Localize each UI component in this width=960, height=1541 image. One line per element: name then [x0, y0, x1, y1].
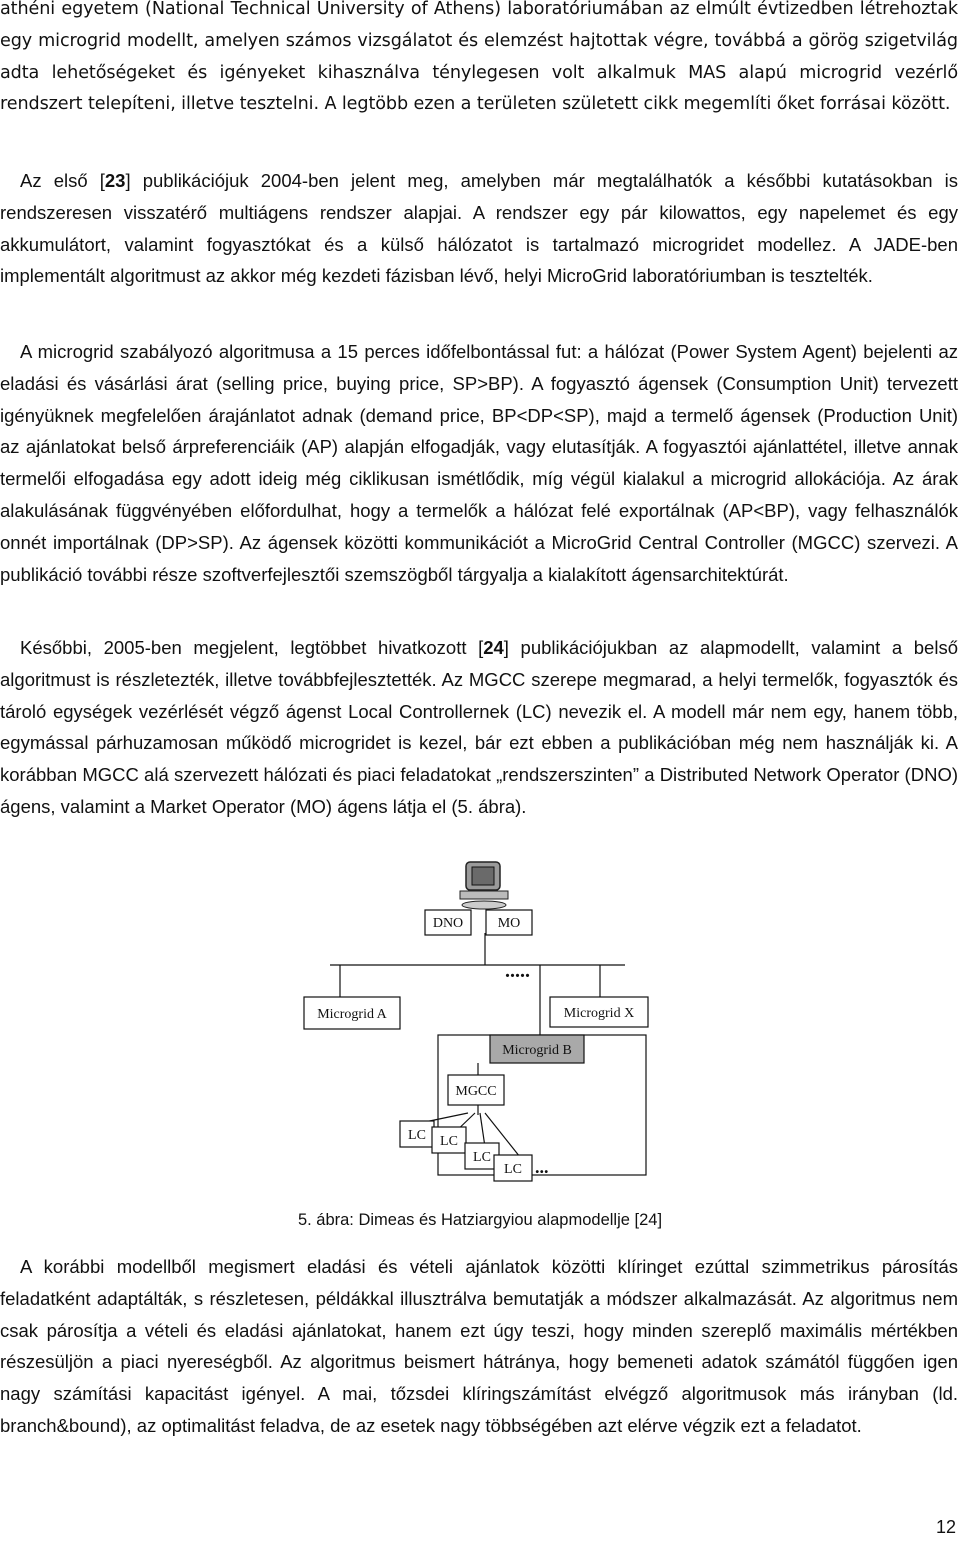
paragraph-clearing-text: A korábbi modellből megismert eladási és vételi ajánlatok közötti klíringet ezúttal szimmetrikus párosítás feladatként adaptálták, s részletesen, példákkal illusztrálva bemutatják a módszer alkalmazását. Az algoritmus nem csak párosítja a vételi és eladási ajánlatokat, hanem ezt úgy teszi, hogy minden szereplő maximális mértékben részesüljön a piaci nyereségből. Az algoritmus beismert hátránya, hogy bemeneti adatok számától függően igen nagy számítási kapacitást igényel. A mai, tőzsdei klíringszámítást elvégző algoritmusok más irányban (ld. branch&bound), az optimalitást feladva, de az esetek nagy többségében azt elérve végzik ezt a feladatot. — [0, 1256, 958, 1436]
computer-icon — [460, 862, 508, 909]
text-segment: ] publikációjuk 2004-ben jelent meg, amelyben már megtalálhatók a későbbi kutatásokban is rendszeresen visszatérő multiágens rendszer alapjai. A rendszer egy pár kilowattos, egy napelemet és egy akkumulátort, valamint fogyasztókat és a külső hálózatot is tartalmazó microgridet modellez. A JADE-ben implementált algoritmust az akkor még kezdeti fázisban lévő, helyi MicroGrid laboratóriumban is tesztelték. — [0, 170, 958, 287]
paragraph-algorithm — [0, 336, 958, 590]
lc-label: LC — [473, 1150, 491, 1165]
caption-citation: 24 — [639, 1211, 658, 1229]
mgcc-box — [448, 1075, 504, 1105]
paragraph-intro-text: athéni egyetem (National Technical University of Athens) laboratóriumában az elmúlt évtizedben létrehoztak egy microgrid modellt, amelyen számos vizsgálatot és elemzést hajtottak végre, továbbá a görög szigetvilág adta lehetőségeket és igényeket kihasználva ténylegesen volt alkalmuk MAS alapú microgrid vezérlő rendszert telepíteni, illetve tesztelni. A legtöbb ezen a területen született cikk megemlíti őket forrásai között. — [0, 0, 958, 115]
dno-box — [425, 910, 471, 935]
lc-label: LC — [408, 1128, 426, 1143]
caption-text: 5. ábra: Dimeas és Hatziargyiou alapmodellje [ — [297, 1211, 640, 1229]
figure-caption — [0, 1206, 960, 1234]
microgrid-a-label: Microgrid A — [317, 1007, 387, 1022]
microgrid-x-label: Microgrid X — [563, 1006, 635, 1021]
paragraph-first-publication — [0, 165, 958, 292]
paragraph-algorithm-text: A microgrid szabályozó algoritmusa a 15 perces időfelbontással fut: a hálózat (Power System Agent) bejelenti az eladási és vásárlási árat (selling price, buying price, SP>BP). A fogyasztó ágensek (Consumption Unit) tervezett igényüknek megfelelően árajánlatot adnak (demand price, BP<DP<SP), majd a termelő ágensek (Production Unit) az ajánlatokat belső árpreferenciáik (AP) alapján elfogadják, vagy elutasítják. A fogyasztói ajánlattétel, illetve annak termelői elfogadása egy adott ideig még ciklikusan ismétlődik, míg végül kialakul a microgrid allokációja. Az árak alakulásának függvényében előfordulhat, hogy a termelők a hálózat felé exportálnak (AP<BP), vagy felhasználók onnét importálnak (DP>SP). Az ágensek közötti kommunikációt a MicroGrid Central Controller (MGCC) szervezi. A publikáció további része szoftverfejlesztői szemszögből tárgyalja a kialakított ágensarchitektúrát. — [0, 341, 958, 585]
ellipsis-top: ..... — [505, 960, 530, 982]
lc-label: LC — [504, 1162, 522, 1177]
lc-label: LC — [440, 1134, 458, 1149]
mo-box — [486, 910, 532, 935]
lc-box-4 — [494, 1155, 532, 1181]
citation-ref: 24 — [483, 637, 504, 658]
paragraph-intro — [0, 0, 958, 121]
microgrid-a-box — [304, 997, 400, 1029]
lc-box-1 — [400, 1121, 434, 1147]
ellipsis-lc: ... — [535, 1157, 549, 1177]
microgrid-x-box — [550, 997, 648, 1027]
page-number: 12 — [935, 1517, 956, 1537]
text-segment: Későbbi, 2005-ben megjelent, legtöbbet hivatkozott [ — [20, 637, 484, 658]
citation-ref: 23 — [104, 170, 126, 191]
paragraph-clearing — [0, 1251, 958, 1442]
mo-label: MO — [497, 916, 521, 931]
caption-text-end: ] — [657, 1211, 663, 1229]
figure-microgrid-model — [270, 845, 690, 1195]
lc-box-2 — [432, 1127, 466, 1153]
dno-label: DNO — [432, 916, 464, 931]
mgcc-label: MGCC — [455, 1084, 497, 1099]
microgrid-b-label: Microgrid B — [502, 1043, 572, 1058]
paragraph-later-publication — [0, 632, 958, 823]
text-segment: ] publikációjukban az alapmodellt, valamint a belső algoritmust is részletezték, illetve továbbfejlesztették. Az MGCC szerepe megmarad, a helyi termelők, fogyasztók és tároló egységek vezérlését végző ágenst Local Controllernek (LC) nevezik el. A modell már nem egy, hanem több, egymással párhuzamosan működő microgridet is kezel, bár ezt ebben a publikációban még nem használják ki. A korábban MGCC alá szervezett hálózati és piaci feladatokat „rendszerszinten” a Distributed Network Operator (DNO) ágens, valamint a Market Operator (MO) ágens látja el (5. ábra). — [0, 637, 958, 817]
text-segment: Az első [ — [20, 170, 105, 191]
